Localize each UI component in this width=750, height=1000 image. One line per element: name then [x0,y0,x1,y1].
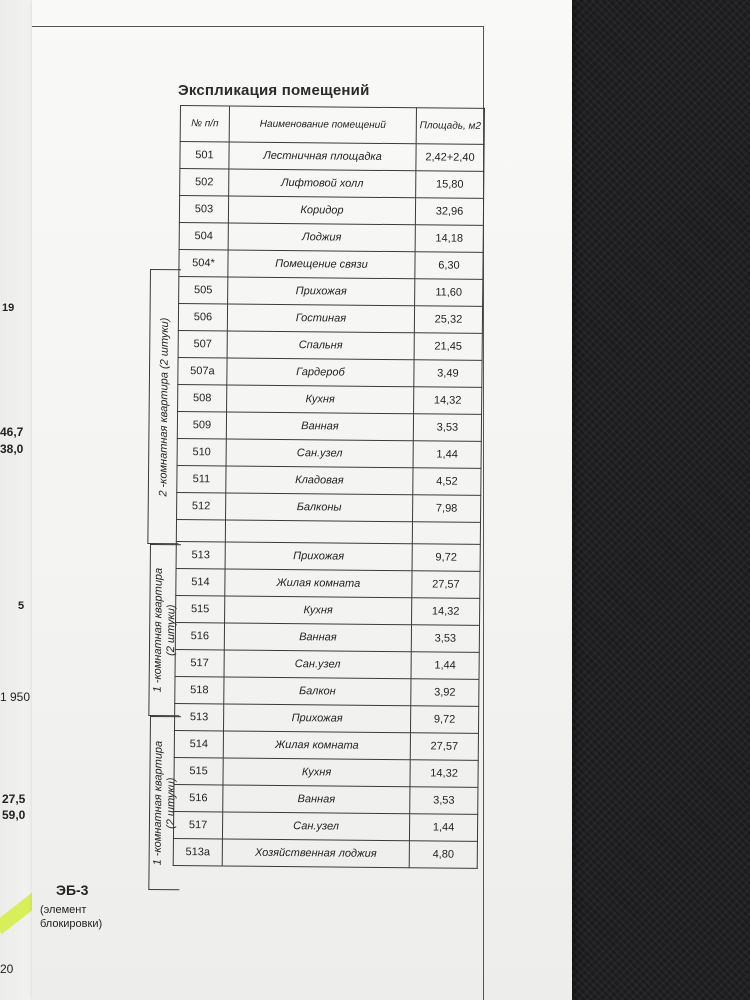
cell-num: 506 [178,303,227,330]
cell-area: 3,92 [411,679,479,707]
cell-name: Гостиная [227,304,414,333]
frame-top-line [32,26,484,27]
group-label-line: 1 -комнатная квартира [151,740,165,866]
table-row [179,222,483,252]
table-row [180,142,484,172]
cell-area: 27,57 [410,733,478,761]
cell-name: Кухня [225,596,412,625]
cell-area: 7,98 [413,495,481,523]
cell-num: 516 [174,784,223,811]
table-row [177,438,481,468]
cell-name: Кладовая [226,466,413,495]
cell-name: Кухня [227,385,414,414]
table-row [180,169,484,199]
cell-num: 514 [174,730,223,757]
cell-area: 9,72 [410,706,478,734]
table-row [174,784,478,814]
group-label-line: (2 штуки) [164,777,178,829]
under-label: 59,0 [2,808,26,822]
table-row [177,492,481,522]
cell-name: Кухня [223,758,410,787]
table-row-empty [176,519,480,544]
cell-empty [412,522,480,545]
cell-num: 507 [178,330,227,357]
cell-area: 2,42+2,40 [416,144,484,172]
cell-num: 508 [178,384,227,411]
under-label: 19 [2,302,15,314]
cell-area: 3,49 [414,360,482,388]
table-row [175,622,479,652]
cell-num: 511 [177,465,226,492]
cell-name: Хозяйственная лоджия [222,839,409,868]
cell-area: 14,32 [414,387,482,415]
cell-area: 1,44 [413,441,481,469]
cell-num: 515 [176,595,225,622]
cell-num: 501 [180,142,229,169]
cell-name: Сан.узел [222,812,409,841]
table-row [178,330,482,360]
table-row [178,384,482,414]
under-label: 20 [0,962,14,976]
group-label-line: (2 штуки) [164,604,178,656]
cell-area: 14,18 [415,225,483,253]
table-row [173,811,477,841]
cell-num: 517 [175,649,224,676]
table-row [173,838,477,868]
cell-num: 503 [179,196,228,223]
cell-empty [176,519,225,541]
cell-num: 518 [175,676,224,703]
cell-area: 3,53 [413,414,481,442]
cell-name: Спальня [227,331,414,360]
cell-area: 27,57 [412,571,480,599]
header-num: № п/п [180,106,229,142]
cell-area: 9,72 [412,544,480,572]
cell-name: Лифтовой холл [229,169,416,198]
table-row [178,357,482,387]
cell-area: 4,80 [409,841,477,869]
table-row [175,649,479,679]
cell-empty [225,520,412,544]
cell-name: Ванная [223,785,410,814]
cell-num: 502 [180,169,229,196]
table-row [174,757,478,787]
cell-num: 512 [177,492,226,519]
eb3-label: ЭБ-3 [56,882,89,898]
cell-area: 15,80 [416,171,484,199]
table-row [179,249,483,279]
cell-name: Прихожая [228,277,415,306]
table-row [177,465,481,495]
cell-name: Ванная [226,412,413,441]
eb3-sublabel [40,903,102,931]
table-row [179,276,483,306]
table-row [174,703,478,733]
cell-name: Прихожая [225,542,412,571]
cell-num: 504* [179,249,228,276]
table-row [176,595,480,625]
cell-area: 1,44 [411,652,479,680]
cell-num: 517 [173,811,222,838]
cell-name: Лоджия [228,223,415,252]
cell-area: 14,32 [410,760,478,788]
cell-area: 14,32 [412,598,480,626]
cell-area: 3,53 [411,625,479,653]
cell-area: 21,45 [414,333,482,361]
cell-num: 513а [173,838,222,865]
cell-area: 4,52 [413,468,481,496]
cell-name: Балкон [224,677,411,706]
under-label: 38,0 [0,442,24,456]
cell-area: 32,96 [415,198,483,226]
document-title: Экспликация помещений [178,82,370,99]
group-label-line: 1 -комнатная квартира [151,567,165,693]
header-name: Наименование помещений [229,106,416,144]
eb3-sublabel-line: блокировки) [40,918,103,930]
cell-num: 509 [177,411,226,438]
cell-name: Помещение связи [228,250,415,279]
table-row [176,541,480,571]
cell-name: Сан.узел [224,650,411,679]
cell-name: Прихожая [223,704,410,733]
table-row [175,676,479,706]
cell-num: 516 [175,622,224,649]
cell-name: Ванная [224,623,411,652]
under-label: 46,7 [0,425,24,439]
under-label: 27,5 [2,792,26,806]
cell-num: 507а [178,357,227,384]
cell-num: 514 [176,568,225,595]
header-area: Площадь, м2 [416,108,484,145]
explication-table [173,105,485,869]
cell-area: 3,53 [410,787,478,815]
table-row [178,303,482,333]
table-row [176,568,480,598]
table-row [174,730,478,760]
eb3-sublabel-line: (элемент [40,904,87,916]
cell-name: Жилая комната [223,731,410,760]
cell-num: 510 [177,438,226,465]
cell-area: 11,60 [415,279,483,307]
table-row [179,196,483,226]
cell-num: 515 [174,757,223,784]
cell-num: 513 [176,541,225,568]
desk-surface [565,0,750,1000]
cell-area: 1,44 [409,814,477,842]
cell-name: Балконы [226,493,413,522]
cell-area: 25,32 [414,306,482,334]
group-2room-label: 2 -комнатная квартира (2 штуки) [157,317,172,497]
under-label: 1 950 [0,690,31,704]
table-row [177,411,481,441]
under-label: 5 [18,600,25,612]
cell-name: Жилая комната [225,569,412,598]
cell-name: Лестничная площадка [229,142,416,171]
cell-num: 505 [179,276,228,303]
cell-num: 513 [174,703,223,730]
cell-name: Сан.узел [226,439,413,468]
table-header-row [180,106,484,145]
cell-num: 504 [179,222,228,249]
cell-name: Гардероб [227,358,414,387]
cell-area: 6,30 [415,252,483,280]
cell-name: Коридор [228,196,415,225]
